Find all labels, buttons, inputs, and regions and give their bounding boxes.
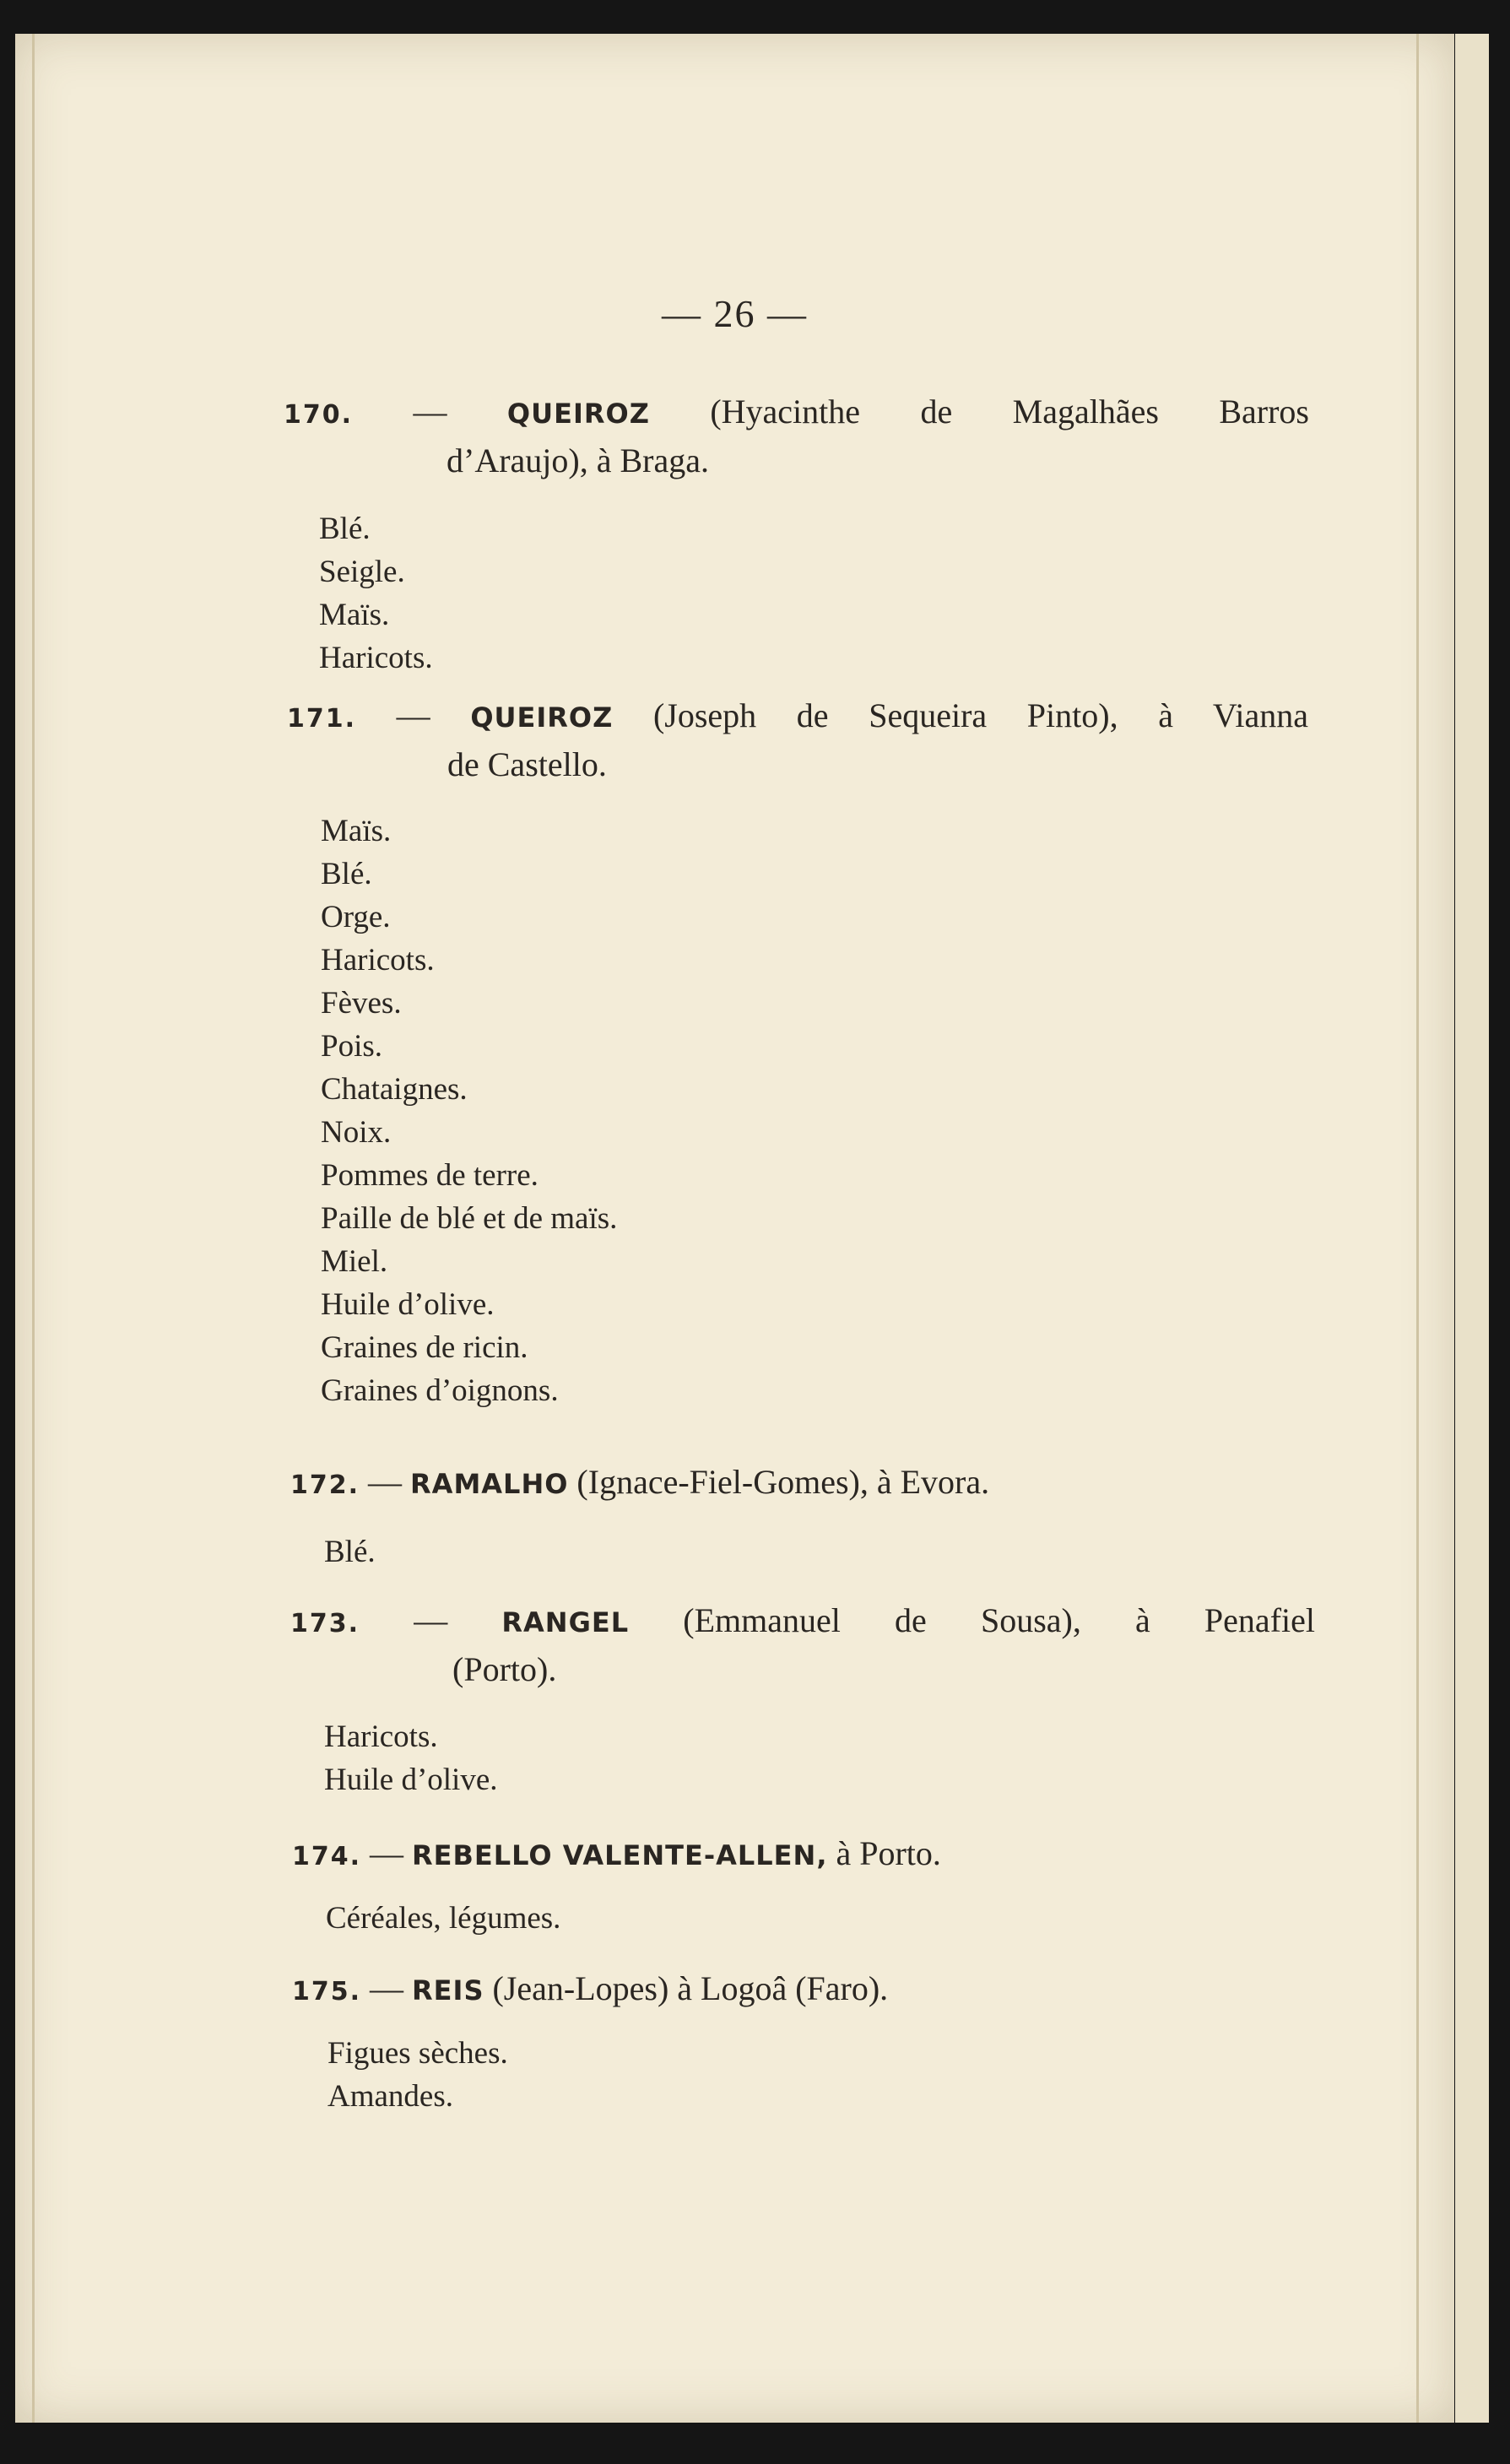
list-item: Chataignes. xyxy=(321,1072,468,1107)
entry-name: RAMALHO xyxy=(410,1468,569,1500)
entry-details: à Porto. xyxy=(836,1834,941,1872)
list-item: Blé. xyxy=(321,857,372,891)
entry-dash: — xyxy=(370,1834,404,1872)
list-item: Fèves. xyxy=(321,986,402,1021)
entry-173-heading xyxy=(290,1599,1315,1646)
entry-170-heading xyxy=(284,390,1309,437)
list-item: Figues sèches. xyxy=(327,2036,508,2071)
entry-number: 171. xyxy=(287,704,357,734)
list-item: Paille de blé et de maïs. xyxy=(321,1201,618,1236)
list-item: Miel. xyxy=(321,1244,388,1279)
entry-name: RANGEL xyxy=(501,1606,630,1638)
entry-number: 172. xyxy=(290,1470,360,1500)
list-item: Haricots. xyxy=(324,1719,438,1754)
list-item: Seigle. xyxy=(319,555,405,589)
list-item: Céréales, légumes. xyxy=(326,1901,561,1936)
entry-175-heading xyxy=(292,1967,888,2014)
list-item: Pois. xyxy=(321,1029,383,1064)
entry-171-line2: de Castello. xyxy=(447,745,607,783)
list-item: Noix. xyxy=(321,1115,392,1150)
entry-174-heading xyxy=(292,1832,941,1879)
entry-details: (Joseph de Sequeira Pinto), à Vianna xyxy=(652,696,1308,734)
entry-number: 175. xyxy=(292,1977,362,2006)
entry-details: (Ignace-Fiel-Gomes), à Evora. xyxy=(576,1463,990,1501)
entry-name: QUEIROZ xyxy=(506,398,650,430)
entry-number: 170. xyxy=(284,400,354,430)
list-item: Blé. xyxy=(319,512,371,546)
entry-name: REIS xyxy=(412,1974,484,2006)
book-page xyxy=(15,34,1454,2423)
list-item: Haricots. xyxy=(321,943,435,977)
list-item: Orge. xyxy=(321,900,391,934)
list-item: Pommes de terre. xyxy=(321,1158,539,1193)
list-item: Maïs. xyxy=(321,814,392,848)
entry-171-heading xyxy=(287,694,1308,741)
entry-details: (Jean-Lopes) à Logoâ (Faro). xyxy=(492,1969,889,2007)
list-item: Huile d’olive. xyxy=(324,1763,498,1797)
list-item: Graines de ricin. xyxy=(321,1330,528,1365)
entry-details: (Hyacinthe de Magalhães Barros xyxy=(710,393,1309,431)
entry-details: (Emmanuel de Sousa), à Penafiel xyxy=(683,1601,1315,1639)
list-item: Graines d’oignons. xyxy=(321,1373,559,1408)
entry-dash: — xyxy=(413,393,447,431)
page-edge-line xyxy=(1416,34,1419,2423)
entry-number: 174. xyxy=(292,1842,362,1871)
list-item: Maïs. xyxy=(319,598,390,632)
entry-dash: — xyxy=(396,696,430,734)
list-item: Huile d’olive. xyxy=(321,1287,495,1322)
entry-172-heading xyxy=(290,1460,989,1508)
entry-dash: — xyxy=(368,1463,403,1501)
page-number: — 26 — xyxy=(662,292,808,335)
list-item: Blé. xyxy=(324,1535,376,1569)
entry-173-line2: (Porto). xyxy=(452,1650,557,1688)
binding-shadow xyxy=(32,34,35,2423)
list-item: Haricots. xyxy=(319,641,433,675)
entry-170-line2: d’Araujo), à Braga. xyxy=(447,441,709,479)
next-page-edge xyxy=(1455,34,1489,2423)
entry-dash: — xyxy=(414,1601,448,1639)
entry-dash: — xyxy=(370,1969,404,2007)
entry-name: QUEIROZ xyxy=(470,701,614,734)
list-item: Amandes. xyxy=(327,2079,453,2114)
entry-name: REBELLO VALENTE-ALLEN, xyxy=(412,1839,828,1871)
entry-number: 173. xyxy=(290,1609,360,1638)
